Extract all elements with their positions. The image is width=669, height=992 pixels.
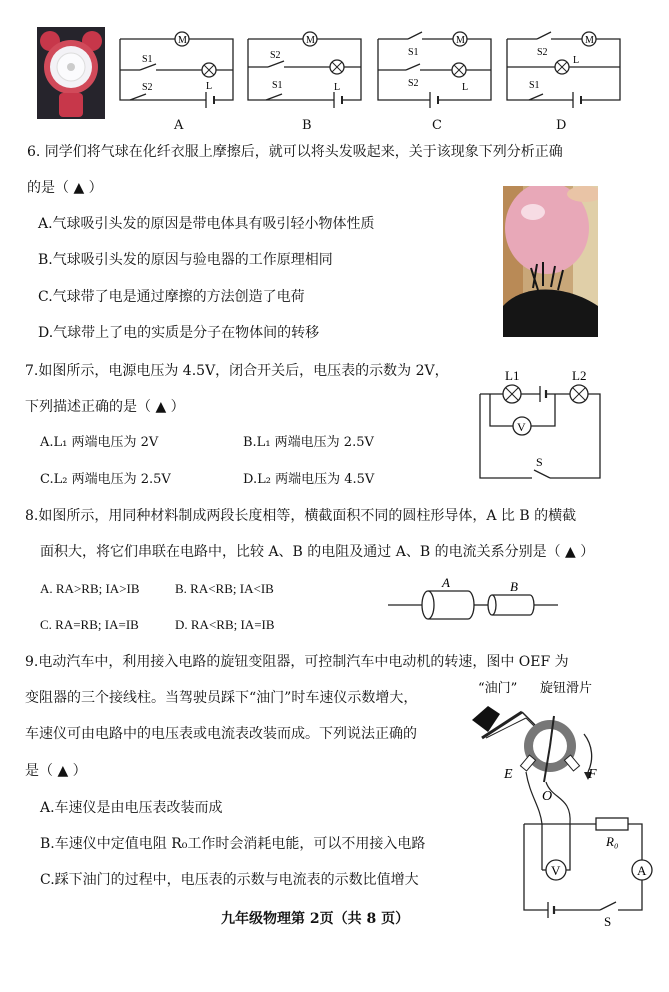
svg-text:S2: S2 — [537, 47, 548, 58]
q9-option-c: C.踩下油门的过程中，电压表的示数与电流表的示数比值增大 — [40, 872, 419, 888]
q7-stem-1: 7.如图所示，电源电压为 4.5V，闭合开关后，电压表的示数为 2V， — [25, 363, 449, 379]
balloon-photo — [503, 186, 598, 337]
q6-option-c: C.气球带了电是通过摩擦的方法创造了电荷 — [38, 289, 305, 305]
circuit-d — [507, 32, 620, 108]
q8-stem-1: 8.如图所示，用同种材料制成两段长度相等，横截面积不同的圆柱形导体，A 比 B 的横截 — [25, 508, 577, 524]
q6-stem-1: 6. 同学们将气球在化纤衣服上摩擦后，就可以将头发吸起来，关于该现象下列分析正确 — [27, 144, 563, 160]
svg-text:M: M — [585, 35, 594, 46]
q9-option-a: A.车速仪是由电压表改装而成 — [40, 800, 223, 816]
q7-circuit — [476, 362, 611, 482]
circuit-b — [248, 32, 361, 108]
svg-text:“油门”: “油门” — [478, 681, 518, 696]
svg-text:L2: L2 — [572, 368, 587, 383]
q5-option-d: D — [556, 118, 567, 133]
svg-text:E: E — [504, 767, 513, 782]
q8-stem-2: 面积大，将它们串联在电路中，比较 A、B 的电阻及通过 A、B 的电流关系分别是（ ▲ ） — [40, 544, 595, 560]
q5-option-b: B — [302, 118, 312, 133]
q7-option-b: B.L₁ 两端电压为 2.5V — [243, 435, 374, 450]
q6-option-a: A.气球吸引头发的原因是带电体具有吸引轻小物体性质 — [38, 216, 375, 232]
svg-text:S2: S2 — [270, 50, 281, 61]
circuit-a — [120, 32, 233, 108]
q6-option-d: D.气球带上了电的实质是分子在物体间的转移 — [38, 325, 320, 341]
q9-stem-3: 车速仪可由电路中的电压表或电流表改装而成。下列说法正确的 — [25, 726, 417, 742]
svg-text:F: F — [588, 767, 597, 782]
svg-text:S: S — [604, 914, 612, 926]
q7-option-d: D.L₂ 两端电压为 4.5V — [243, 472, 375, 487]
q6-stem-2: 的是（ ▲ ） — [27, 180, 103, 196]
q8-option-c: C. RA=RB; IA=IB — [40, 617, 139, 632]
svg-text:A: A — [637, 863, 647, 878]
q8-conductors — [388, 573, 558, 633]
svg-text:L1: L1 — [505, 368, 520, 383]
svg-text:S1: S1 — [408, 47, 419, 58]
svg-text:S2: S2 — [408, 78, 419, 89]
q7-option-c: C.L₂ 两端电压为 2.5V — [40, 472, 171, 487]
svg-text:旋钮滑片: 旋钮滑片 — [540, 681, 593, 696]
svg-text:O: O — [542, 789, 553, 804]
q6-option-b: B.气球吸引头发的原因与验电器的工作原理相同 — [38, 252, 333, 268]
fan-photo — [37, 27, 105, 119]
svg-text:L: L — [206, 81, 213, 92]
q9-stem-4: 是（ ▲ ） — [25, 763, 87, 779]
svg-text:L: L — [462, 82, 469, 93]
svg-text:S2: S2 — [142, 82, 153, 93]
q9-stem-2: 变阻器的三个接线柱。当驾驶员踩下“油门”时车速仪示数增大， — [25, 690, 418, 706]
svg-text:M: M — [456, 35, 465, 46]
svg-text:R₀: R₀ — [606, 834, 619, 849]
q8-option-d: D. RA<RB; IA=IB — [175, 617, 275, 632]
svg-text:S1: S1 — [142, 54, 153, 65]
svg-text:V: V — [551, 863, 561, 878]
svg-text:L: L — [573, 55, 580, 66]
q9-diagram — [460, 676, 660, 926]
q8-option-b: B. RA<RB; IA<IB — [175, 581, 274, 596]
svg-text:M: M — [306, 35, 315, 46]
q9-stem-1: 9.电动汽车中，利用接入电路的旋钮变阻器，可控制汽车中电动机的转速，图中 OEF 为 — [25, 654, 569, 670]
motor-symbol: M — [178, 35, 187, 46]
q5-circuits — [110, 22, 630, 112]
q7-option-a: A.L₁ 两端电压为 2V — [40, 435, 159, 450]
svg-text:S: S — [536, 455, 543, 469]
q9-option-b: B.车速仪中定值电阻 R₀工作时会消耗电能，可以不用接入电路 — [40, 836, 426, 852]
q7-stem-2: 下列描述正确的是（ ▲ ） — [25, 399, 185, 415]
svg-text:V: V — [517, 420, 526, 434]
svg-text:L: L — [334, 82, 341, 93]
page-footer: 九年级物理第 2页（共 8 页） — [221, 911, 410, 927]
svg-text:A: A — [442, 575, 450, 590]
svg-text:B: B — [510, 579, 518, 594]
q5-option-c: C — [432, 118, 442, 133]
svg-text:S1: S1 — [272, 80, 283, 91]
svg-text:S1: S1 — [529, 80, 540, 91]
q8-option-a: A. RA>RB; IA>IB — [40, 581, 140, 596]
q5-option-a: A — [174, 118, 184, 133]
circuit-c — [378, 32, 491, 108]
